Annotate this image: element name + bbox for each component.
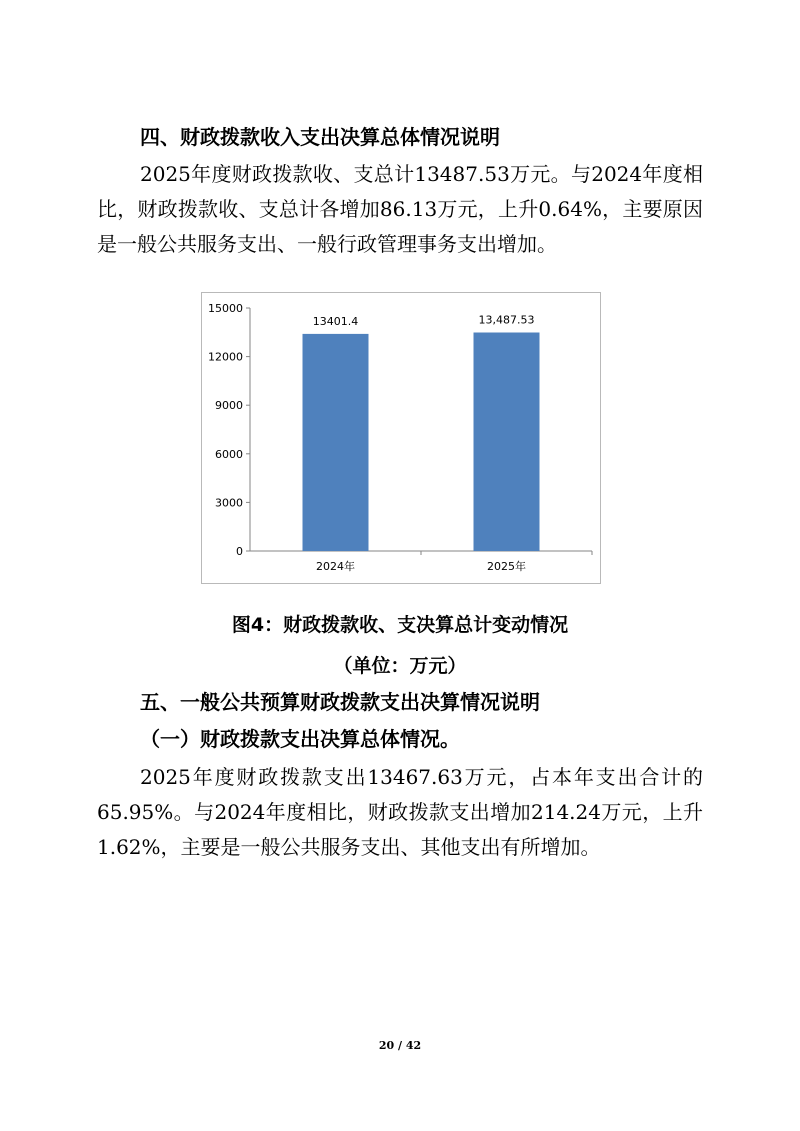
- y-tick-label: 15000: [208, 302, 243, 315]
- x-category-label: 2025年: [487, 560, 526, 573]
- y-tick-label: 3000: [215, 496, 243, 510]
- x-category-label: 2024年: [316, 560, 355, 573]
- figure-caption: 图4：财政拨款收、支决算总计变动情况: [231, 614, 569, 636]
- bar-chart: [201, 292, 601, 584]
- y-tick-label: 0: [236, 545, 243, 558]
- y-tick-label: 9000: [215, 399, 243, 413]
- section5-subheading: （一）财政拨款支出决算总体情况。: [140, 727, 460, 751]
- bar: [474, 333, 540, 551]
- section4-paragraph: 2025年度财政拨款收、支总计13487.53万元。与2024年度相比，财政拨款收、支总计各增加86.13万元，上升0.64%，主要原因是一般公共服务支出、一般行政管理事务支出增加。: [97, 162, 703, 256]
- y-tick-label: 12000: [208, 350, 243, 364]
- bar-data-label: 13,487.53: [478, 313, 535, 327]
- figure-unit: （单位：万元）: [333, 655, 467, 677]
- section5-paragraph: 2025年度财政拨款支出13467.63万元，占本年支出合计的65.95%。与2024年度相比，财政拨款支出增加214.24万元，上升1.62%，主要是一般公共服务支出、其他支出有所增加。: [97, 765, 703, 859]
- section4-heading: 四、财政拨款收入支出决算总体情况说明: [140, 125, 500, 149]
- section5-heading: 五、一般公共预算财政拨款支出决算情况说明: [140, 690, 540, 714]
- bar: [303, 334, 369, 551]
- page-number: 20 / 42: [378, 1039, 422, 1052]
- bar-data-label: 13401.4: [312, 314, 359, 328]
- y-tick-label: 6000: [215, 447, 243, 461]
- bar-chart-svg: [202, 293, 600, 583]
